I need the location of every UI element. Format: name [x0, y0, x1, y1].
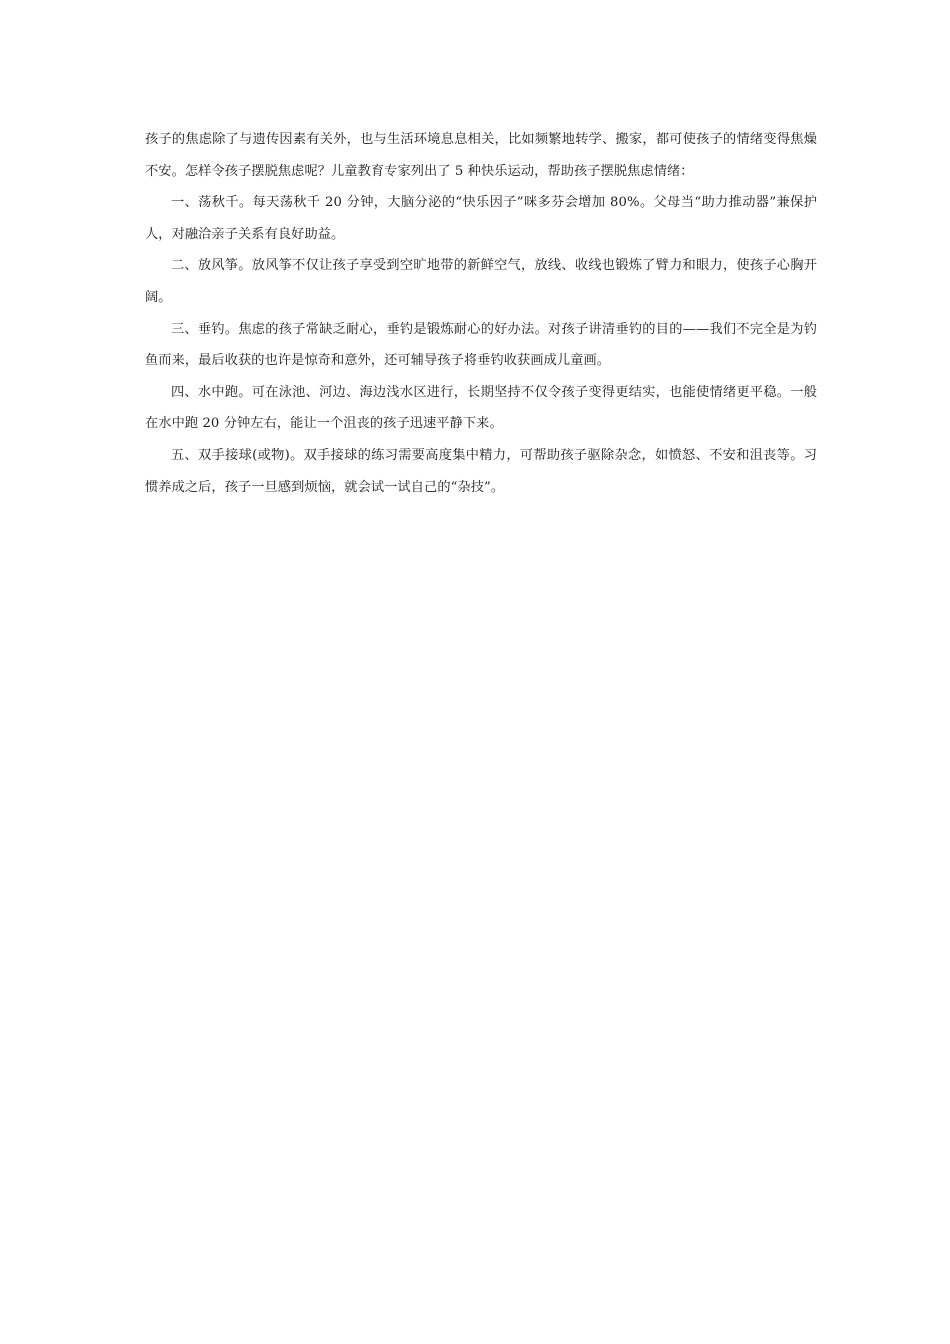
paragraph-swing: 一、荡秋千。每天荡秋千 20 分钟，大脑分泌的“快乐因子”咪多芬会增加 80%。父母当“助力推动器”兼保护人，对融洽亲子关系有良好助益。 [145, 195, 817, 242]
paragraph-kite: 二、放风筝。放风筝不仅让孩子享受到空旷地带的新鲜空气，放线、收线也锻炼了臂力和眼力，使孩子心胸开阔。 [145, 258, 817, 305]
document-body [145, 124, 817, 503]
paragraph-water-running: 四、水中跑。可在泳池、河边、海边浅水区进行，长期坚持不仅令孩子变得更结实，也能使情绪更平稳。一般在水中跑 20 分钟左右，能让一个沮丧的孩子迅速平静下来。 [145, 384, 817, 432]
intro-paragraph: 孩子的焦虑除了与遗传因素有关外，也与生活环境息息相关，比如频繁地转学、搬家，都可使孩子的情绪变得焦燥不安。怎样令孩子摆脱焦虑呢？儿童教育专家列出了 5 种快乐运动，帮助孩子摆脱焦虑情绪： [145, 132, 817, 179]
paragraph-catching: 五、双手接球(或物)。双手接球的练习需要高度集中精力，可帮助孩子驱除杂念，如愤怒、不安和沮丧等。习惯养成之后，孩子一旦感到烦恼，就会试一试自己的“杂技”。 [145, 447, 817, 495]
paragraph-fishing: 三、垂钓。焦虑的孩子常缺乏耐心，垂钓是锻炼耐心的好办法。对孩子讲清垂钓的目的——我们不完全是为钓鱼而来，最后收获的也许是惊奇和意外，还可辅导孩子将垂钓收获画成儿童画。 [145, 321, 817, 369]
